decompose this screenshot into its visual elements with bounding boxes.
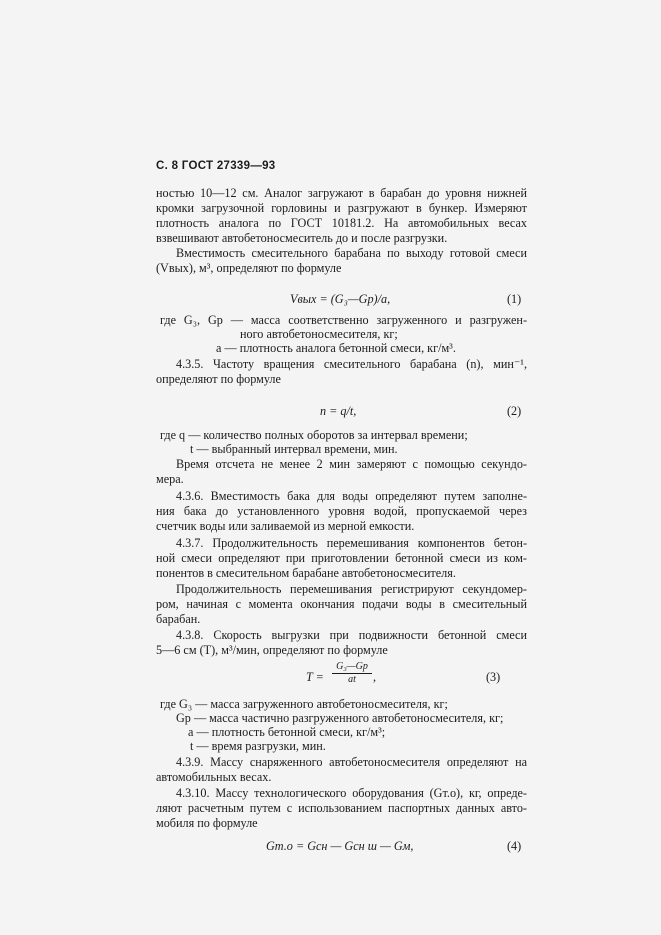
text-line: ной смеси определяют при приготовлении бетонной смеси из ком-	[156, 551, 527, 565]
formula-2: n = q/t,	[320, 404, 357, 418]
text-line: 4.3.9. Массу снаряженного автобетоносмесителя определяют на	[176, 755, 527, 769]
text-line: Продолжительность перемешивания регистрируют секундомер-	[176, 582, 527, 596]
text-line: автомобильных весах.	[156, 770, 272, 784]
text-line: ного автобетоносмесителя, кг;	[240, 327, 398, 341]
formula-3-number: (3)	[486, 670, 501, 684]
text-line: определяют по формуле	[156, 372, 281, 386]
text-line: плотность аналога по ГОСТ 10181.2. На автомобильных весах	[156, 216, 527, 230]
text-line: барабан.	[156, 612, 201, 626]
text-line: (Vвых), м³, определяют по формуле	[156, 261, 342, 275]
formula-1: Vвых = (G₃—Gр)/a,	[290, 292, 391, 306]
text-line: ром, начиная с момента окончания подачи воды в смесительный	[156, 597, 527, 611]
text-line: ляют расчетным путем с использованием паспортных данных авто-	[156, 801, 527, 815]
text-line: ностью 10—12 см. Аналог загружают в барабан до уровня нижней	[156, 186, 527, 200]
text-line: Вместимость смесительного барабана по выходу готовой смеси	[176, 246, 527, 260]
text-line: 4.3.10. Массу технологического оборудования (Gт.о), кг, опреде-	[176, 786, 527, 800]
formula-3-comma: ,	[373, 670, 377, 684]
formula-3-denominator: at	[348, 674, 356, 685]
text-line: 4.3.7. Продолжительность перемешивания компонентов бетон-	[176, 536, 527, 550]
text-line: 5—6 см (T), м³/мин, определяют по формуле	[156, 643, 388, 657]
text-line: 4.3.5. Частоту вращения смесительного барабана (n), мин⁻¹,	[176, 357, 527, 371]
text-line: 4.3.6. Вместимость бака для воды определяют путем заполне-	[176, 489, 527, 503]
text-line: t — время разгрузки, мин.	[190, 739, 326, 753]
text-line: a — плотность бетонной смеси, кг/м³;	[188, 725, 386, 739]
text-line: Время отсчета не менее 2 мин замеряют с помощью секундо-	[176, 457, 527, 471]
text-line: где q — количество полных оборотов за интервал времени;	[160, 428, 468, 442]
page-header: С. 8 ГОСТ 27339—93	[156, 160, 276, 172]
formula-4: Gт.о = Gсн — Gсн ш — Gм,	[266, 839, 414, 853]
text-line: где G₃ — масса загруженного автобетоносмесителя, кг;	[160, 697, 448, 711]
text-line: понентов в смесительном барабане автобетоносмесителя.	[156, 566, 456, 580]
text-line: Gр — масса частично разгруженного автобетоносмесителя, кг;	[176, 711, 504, 725]
text-line: ния бака до установленного уровня водой, пропускаемой через	[156, 504, 527, 518]
formula-3-lhs: T =	[306, 670, 324, 684]
formula-3-fraction	[332, 661, 372, 686]
text-line: кромки загрузочной горловины и разгружают в бункер. Измеряют	[156, 201, 527, 215]
text-line: мобиля по формуле	[156, 816, 258, 830]
text-line: t — выбранный интервал времени, мин.	[190, 442, 398, 456]
formula-3-numerator: G₃—Gр	[332, 661, 372, 674]
text-line: взвешивают автобетоносмеситель до и после разгрузки.	[156, 231, 448, 245]
formula-2-number: (2)	[507, 404, 522, 418]
text-line: a — плотность аналога бетонной смеси, кг/м³.	[216, 341, 456, 355]
text-line: мера.	[156, 472, 184, 486]
formula-4-number: (4)	[507, 839, 522, 853]
text-line: 4.3.8. Скорость выгрузки при подвижности бетонной смеси	[176, 628, 527, 642]
text-line: где G₃, Gр — масса соответственно загруженного и разгружен-	[160, 313, 527, 327]
text-line: счетчик воды или заливаемой из мерной емкости.	[156, 519, 415, 533]
formula-1-number: (1)	[507, 292, 522, 306]
